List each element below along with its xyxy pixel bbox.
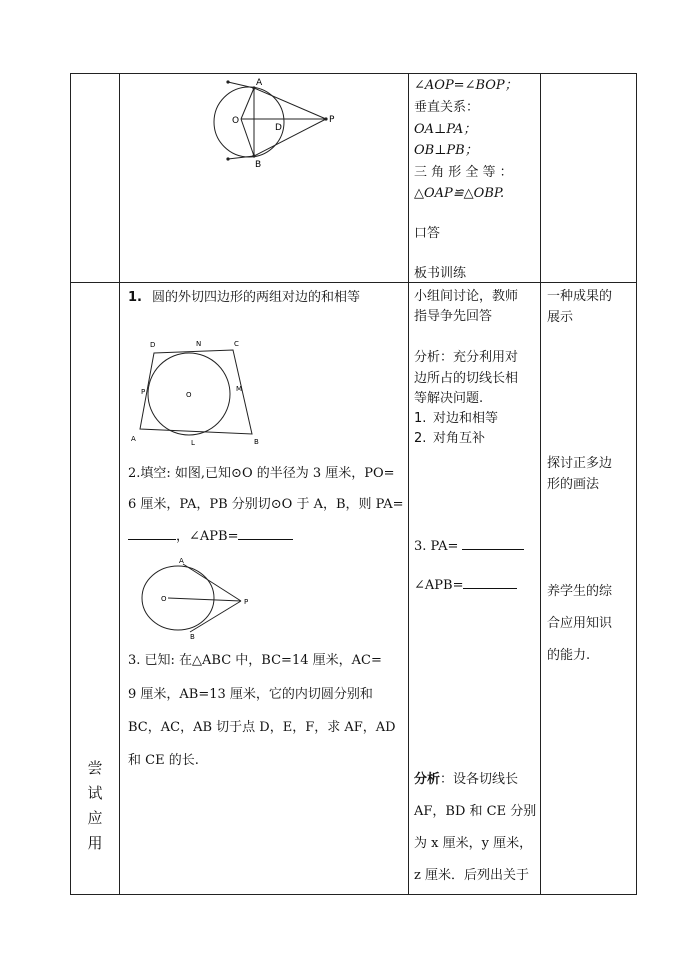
analysis-label: 分析 [414, 772, 441, 787]
item-text: 圆的外切四边形的两组对边的和相等 [152, 290, 361, 305]
section-label-char: 用 [87, 834, 103, 852]
label-o: O [232, 116, 240, 126]
label-a: A [179, 558, 184, 565]
analysis-text: ：设各切线长 [440, 772, 519, 787]
label-b: B [254, 438, 259, 446]
fill-blank-line [414, 535, 524, 557]
text-line: 小组间讨论，教师 [414, 289, 519, 304]
text-line: 展示 [547, 310, 574, 325]
label-a: A [256, 78, 263, 88]
item-text: 3. 已知: 在△ABC 中，BC=14 厘米，AC= [128, 653, 382, 668]
table-cell [541, 74, 637, 283]
label-l: L [191, 439, 195, 447]
list-item-number: 1. [414, 411, 427, 426]
list-item-number: 2. [414, 431, 427, 446]
text-line: 板书训练 [414, 266, 467, 281]
lesson-table [70, 73, 637, 895]
text-line: 指导争先回答 [414, 309, 493, 324]
table-cell [71, 283, 120, 895]
table-cell [120, 283, 409, 895]
table-cell [409, 283, 541, 895]
text-line: ∠APB= [414, 578, 464, 593]
label-c: C [234, 340, 239, 348]
item-text: 2.填空: 如图,已知⊙O 的半径为 3 厘米，PO= [128, 466, 395, 481]
text-line: △OAP≌△OBP. [414, 186, 505, 201]
text-line: 一种成果的 [547, 289, 613, 304]
text-line: 形的画法 [547, 477, 600, 492]
item-text: ，∠APB= [176, 529, 239, 544]
tangent-figure-1 [120, 74, 408, 283]
label-m: M [236, 385, 243, 393]
text-line: 为 x 厘米，y 厘米， [414, 836, 533, 851]
table-row [71, 283, 637, 895]
label-b: B [190, 633, 195, 640]
text-line: z 厘米．后列出关于 [414, 868, 529, 883]
table-cell [409, 74, 541, 283]
list-item: 对角互补 [433, 431, 486, 446]
label-p: P [329, 115, 335, 125]
table-cell [541, 283, 637, 895]
section-label-char: 应 [87, 809, 103, 827]
text-line: ∠AOP=∠BOP； [414, 78, 518, 93]
label-o: O [186, 391, 192, 399]
tangent-figure-2 [128, 558, 268, 640]
item-text: 6 厘米，PA，PB 分别切⊙O 于 A，B，则 PA= [128, 497, 404, 512]
table-row [71, 74, 637, 283]
text-line: 口答 [414, 226, 441, 241]
label-o: O [161, 595, 167, 603]
text-line: AF，BD 和 CE 分别 [414, 804, 537, 819]
circumscribed-quadrilateral-figure [128, 333, 268, 448]
item-text: BC，AC，AB 切于点 D，E，F，求 AF，AD [128, 720, 396, 735]
label-d: D [150, 341, 156, 349]
section-label-char: 试 [87, 784, 103, 802]
list-item: 对边和相等 [433, 411, 499, 426]
fill-blank-line [128, 525, 293, 547]
item-text: 9 厘米，AB=13 厘米，它的内切圆分别和 [128, 687, 373, 702]
text-line: OB⊥PB； [414, 143, 478, 158]
label-p: P [244, 598, 249, 606]
text-line: 垂直关系： [414, 100, 480, 115]
text-line: 养学生的综 [547, 584, 613, 599]
item-text: 和 CE 的长. [128, 753, 199, 768]
text-line: 三 角 形 全 等 ： [414, 165, 513, 180]
text-line: 的能力. [547, 648, 591, 663]
section-label-char: 尝 [87, 759, 103, 777]
label-n: N [196, 340, 202, 348]
label-b: B [255, 160, 262, 170]
text-line: 合应用知识 [547, 616, 613, 631]
text-line [414, 769, 518, 790]
label-d: D [275, 123, 282, 133]
text-line: 探讨正多边 [547, 456, 613, 471]
fill-blank-line [414, 574, 517, 596]
text-line: 分析：充分利用对 [414, 350, 519, 365]
text-line: 等解决问题. [414, 391, 484, 406]
text-line: 边所占的切线长相 [414, 371, 519, 386]
label-p: P [141, 388, 146, 396]
item-number: 1. [128, 290, 142, 305]
table-cell [71, 74, 120, 283]
table-cell [120, 74, 409, 283]
label-a: A [131, 435, 136, 443]
text-line: 3. PA= [414, 539, 459, 554]
text-line: OA⊥PA； [414, 122, 477, 137]
